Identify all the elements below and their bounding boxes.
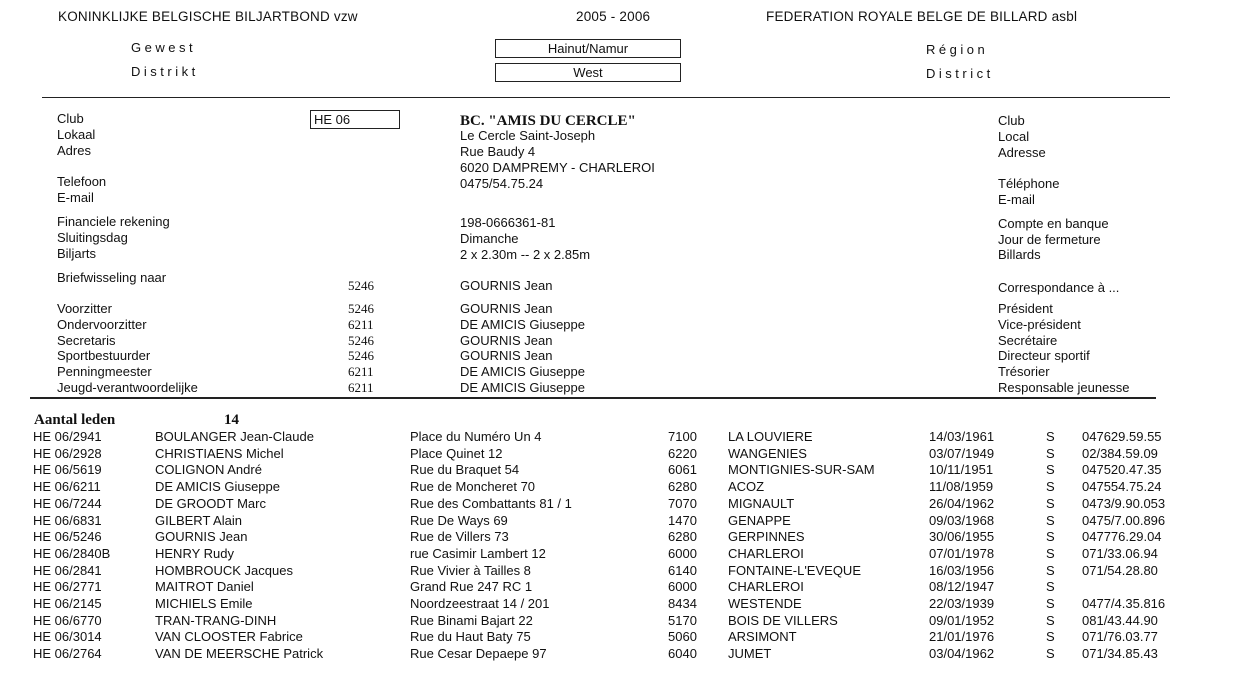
member-birthdate: 11/08/1959 [929, 479, 994, 495]
member-row [0, 596, 1236, 613]
club-label-fr: Club [998, 113, 1025, 128]
compte-label: Compte en banque [998, 216, 1109, 231]
member-id: HE 06/2941 [33, 429, 102, 444]
club-account: 198-0666361-81 [460, 215, 556, 230]
member-category: S [1046, 479, 1055, 495]
member-category: S [1046, 596, 1055, 611]
member-category: S [1046, 529, 1055, 545]
club-city: 6020 DAMPREMY - CHARLEROI [460, 160, 655, 175]
club-label-nl: Club [57, 111, 84, 126]
member-street: Rue de Villers 73 [410, 529, 509, 545]
member-city: JUMET [728, 646, 772, 662]
member-phone: 071/76.03.77 [1082, 629, 1158, 645]
gewest-label: Gewest [131, 40, 197, 55]
member-id: HE 06/2771 [33, 579, 102, 595]
member-city: ACOZ [728, 479, 765, 495]
member-category: S [1046, 462, 1055, 478]
member-id: HE 06/3014 [33, 629, 102, 645]
adres-label: Adres [57, 143, 91, 158]
member-zip: 1470 [668, 512, 697, 528]
member-id: HE 06/5246 [33, 529, 102, 545]
member-street: Rue du Braquet 54 [410, 462, 520, 478]
district-value: West [495, 63, 681, 82]
member-row [0, 462, 1236, 479]
correspondence-number: 5246 [348, 278, 374, 293]
official-number: 6211 [348, 364, 374, 380]
member-city: ARSIMONT [728, 629, 797, 645]
member-street: Noordzeestraat 14 / 201 [410, 596, 550, 611]
member-city: BOIS DE VILLERS [728, 612, 838, 628]
correspondance-label: Correspondance à ... [998, 280, 1120, 295]
official-number: 5246 [348, 332, 374, 348]
official-name: GOURNIS Jean [460, 301, 553, 316]
member-id: HE 06/2764 [33, 646, 102, 662]
briefwisseling-label: Briefwisseling naar [57, 270, 167, 285]
member-category: S [1046, 429, 1055, 444]
member-birthdate: 03/04/1962 [929, 646, 995, 662]
member-phone: 071/34.85.43 [1082, 646, 1158, 662]
member-name: VAN DE MEERSCHE Patrick [155, 646, 324, 662]
member-city: LA LOUVIERE [728, 429, 813, 444]
member-row [0, 529, 1236, 546]
member-zip: 6040 [668, 646, 697, 662]
official-name: DE AMICIS Giuseppe [460, 380, 585, 395]
official-number: 6211 [348, 380, 374, 395]
lokaal-label: Lokaal [57, 127, 96, 142]
member-id: HE 06/5619 [33, 462, 102, 478]
member-phone: 0475/7.00.896 [1082, 512, 1166, 528]
official-number: 5246 [348, 348, 374, 364]
member-zip: 7070 [668, 495, 697, 511]
distrikt-label: Distrikt [131, 64, 199, 79]
member-row [0, 479, 1236, 496]
member-phone: 0477/4.35.816 [1082, 596, 1166, 611]
official-role-nl: Jeugd-verantwoordelijke [57, 380, 198, 395]
gewest-value: Hainut/Namur [495, 39, 681, 58]
member-id: HE 06/6211 [33, 479, 101, 495]
member-city: GENAPPE [728, 512, 791, 528]
local-label: Local [998, 129, 1030, 144]
federation-nl: KONINKLIJKE BELGISCHE BILJARTBOND vzw [58, 9, 358, 24]
members-label: Aantal leden [34, 412, 116, 428]
member-phone: 081/43.44.90 [1082, 612, 1158, 628]
district-fr-label: District [926, 66, 994, 81]
member-city: MONTIGNIES-SUR-SAM [728, 462, 875, 478]
official-role-nl: Penningmeester [57, 364, 152, 380]
member-street: Grand Rue 247 RC 1 [410, 579, 533, 595]
club-name: BC. "AMIS DU CERCLE" [460, 113, 636, 129]
member-row [0, 563, 1236, 580]
member-name: DE GROODT Marc [155, 495, 266, 511]
member-street: Rue du Haut Baty 75 [410, 629, 531, 645]
top-divider [42, 97, 1170, 98]
member-street: rue Casimir Lambert 12 [410, 545, 546, 561]
member-id: HE 06/6770 [33, 612, 102, 628]
member-birthdate: 09/01/1952 [929, 612, 995, 628]
official-role-fr: Secrétaire [998, 332, 1058, 348]
member-row [0, 496, 1236, 513]
member-birthdate: 03/07/1949 [929, 445, 995, 461]
member-birthdate: 22/03/1939 [929, 596, 995, 611]
member-zip: 5170 [668, 612, 697, 628]
member-name: COLIGNON André [155, 462, 262, 478]
member-birthdate: 08/12/1947 [929, 579, 995, 595]
member-street: Rue des Combattants 81 / 1 [410, 495, 572, 511]
member-category: S [1046, 629, 1055, 645]
official-name: DE AMICIS Giuseppe [460, 316, 585, 332]
club-closing-day: Dimanche [460, 231, 519, 246]
member-zip: 6280 [668, 479, 697, 495]
member-street: Rue De Ways 69 [410, 512, 508, 528]
member-city: FONTAINE-L'EVEQUE [728, 562, 861, 578]
member-zip: 6000 [668, 579, 697, 595]
member-name: HOMBROUCK Jacques [155, 562, 293, 578]
member-row [0, 629, 1236, 646]
member-phone: 02/384.59.09 [1082, 445, 1158, 461]
member-id: HE 06/2841 [33, 562, 102, 578]
official-number: 5246 [348, 301, 374, 316]
member-row [0, 613, 1236, 630]
member-phone: 071/33.06.94 [1082, 545, 1158, 561]
member-birthdate: 14/03/1961 [929, 429, 995, 444]
member-name: MAITROT Daniel [155, 579, 254, 595]
member-row [0, 446, 1236, 463]
member-birthdate: 07/01/1978 [929, 545, 995, 561]
club-venue: Le Cercle Saint-Joseph [460, 128, 596, 143]
member-phone: 047629.59.55 [1082, 429, 1162, 444]
member-street: Rue de Moncheret 70 [410, 479, 536, 495]
official-role-fr: Trésorier [998, 364, 1050, 380]
member-city: WANGENIES [728, 445, 807, 461]
member-row [0, 546, 1236, 563]
member-row [0, 513, 1236, 530]
biljarts-label: Biljarts [57, 246, 97, 261]
member-phone: 071/54.28.80 [1082, 562, 1158, 578]
official-name: DE AMICIS Giuseppe [460, 364, 585, 380]
member-city: GERPINNES [728, 529, 805, 545]
member-birthdate: 09/03/1968 [929, 512, 995, 528]
member-row [0, 646, 1236, 663]
season: 2005 - 2006 [576, 9, 651, 24]
member-zip: 6000 [668, 545, 697, 561]
member-city: CHARLEROI [728, 579, 804, 595]
member-city: MIGNAULT [728, 495, 795, 511]
member-zip: 6061 [668, 462, 697, 478]
member-phone: 047554.75.24 [1082, 479, 1162, 495]
member-street: Place Quinet 12 [410, 445, 503, 461]
member-name: GILBERT Alain [155, 512, 242, 528]
member-category: S [1046, 646, 1055, 662]
official-role-fr: Responsable jeunesse [998, 380, 1130, 395]
official-role-fr: Vice-président [998, 316, 1081, 332]
official-role-nl: Voorzitter [57, 301, 112, 316]
member-street: Rue Binami Bajart 22 [410, 612, 533, 628]
member-name: HENRY Rudy [155, 545, 234, 561]
member-category: S [1046, 512, 1055, 528]
member-name: GOURNIS Jean [155, 529, 248, 545]
official-role-nl: Secretaris [57, 332, 116, 348]
member-name: MICHIELS Emile [155, 596, 253, 611]
member-category: S [1046, 545, 1055, 561]
member-row [0, 429, 1236, 446]
member-phone: 047520.47.35 [1082, 462, 1162, 478]
official-role-fr: Président [998, 301, 1053, 316]
member-row [0, 579, 1236, 596]
member-birthdate: 10/11/1951 [929, 462, 994, 478]
rekening-label: Financiele rekening [57, 214, 170, 229]
member-name: DE AMICIS Giuseppe [155, 479, 280, 495]
member-name: BOULANGER Jean-Claude [155, 429, 314, 444]
member-zip: 6140 [668, 562, 697, 578]
members-count: 14 [224, 412, 239, 428]
federation-fr: FEDERATION ROYALE BELGE DE BILLARD asbl [766, 9, 1078, 24]
member-street: Rue Cesar Depaepe 97 [410, 646, 547, 662]
member-zip: 6220 [668, 445, 697, 461]
member-id: HE 06/2928 [33, 445, 102, 461]
fermeture-label: Jour de fermeture [998, 232, 1101, 247]
member-id: HE 06/7244 [33, 495, 102, 511]
club-street: Rue Baudy 4 [460, 144, 536, 159]
member-id: HE 06/2840B [33, 545, 111, 561]
member-zip: 8434 [668, 596, 697, 611]
club-billiards: 2 x 2.30m -- 2 x 2.85m [460, 247, 591, 262]
member-name: CHRISTIAENS Michel [155, 445, 284, 461]
member-id: HE 06/2145 [33, 596, 102, 611]
member-birthdate: 21/01/1976 [929, 629, 995, 645]
telefoon-label: Telefoon [57, 174, 107, 189]
official-name: GOURNIS Jean [460, 332, 553, 348]
adresse-label: Adresse [998, 145, 1046, 160]
email-label-nl: E-mail [57, 190, 94, 205]
member-category: S [1046, 579, 1055, 595]
member-category: S [1046, 562, 1055, 578]
member-zip: 5060 [668, 629, 697, 645]
billards-label: Billards [998, 247, 1041, 262]
member-street: Place du Numéro Un 4 [410, 429, 542, 444]
member-category: S [1046, 612, 1055, 628]
member-name: TRAN-TRANG-DINH [155, 612, 277, 628]
email-label-fr: E-mail [998, 192, 1035, 207]
member-zip: 6280 [668, 529, 697, 545]
member-birthdate: 16/03/1956 [929, 562, 995, 578]
member-street: Rue Vivier à Tailles 8 [410, 562, 531, 578]
member-birthdate: 26/04/1962 [929, 495, 995, 511]
members-divider [30, 397, 1156, 399]
official-role-nl: Sportbestuurder [57, 348, 151, 364]
correspondence-name: GOURNIS Jean [460, 278, 553, 293]
sluitingsdag-label: Sluitingsdag [57, 230, 128, 245]
member-city: CHARLEROI [728, 545, 804, 561]
member-phone: 047776.29.04 [1082, 529, 1162, 545]
member-phone: 0473/9.90.053 [1082, 495, 1166, 511]
member-birthdate: 30/06/1955 [929, 529, 995, 545]
official-role-fr: Directeur sportif [998, 348, 1090, 364]
member-city: WESTENDE [728, 596, 802, 611]
member-id: HE 06/6831 [33, 512, 102, 528]
official-number: 6211 [348, 316, 374, 332]
region-label: Région [926, 42, 989, 57]
member-zip: 7100 [668, 429, 697, 444]
official-role-nl: Ondervoorzitter [57, 316, 147, 332]
member-category: S [1046, 495, 1055, 511]
telephone-label: Téléphone [998, 176, 1060, 191]
member-category: S [1046, 445, 1055, 461]
club-phone: 0475/54.75.24 [460, 176, 544, 191]
member-name: VAN CLOOSTER Fabrice [155, 629, 303, 645]
club-code: HE 06 [310, 110, 400, 129]
official-name: GOURNIS Jean [460, 348, 553, 364]
